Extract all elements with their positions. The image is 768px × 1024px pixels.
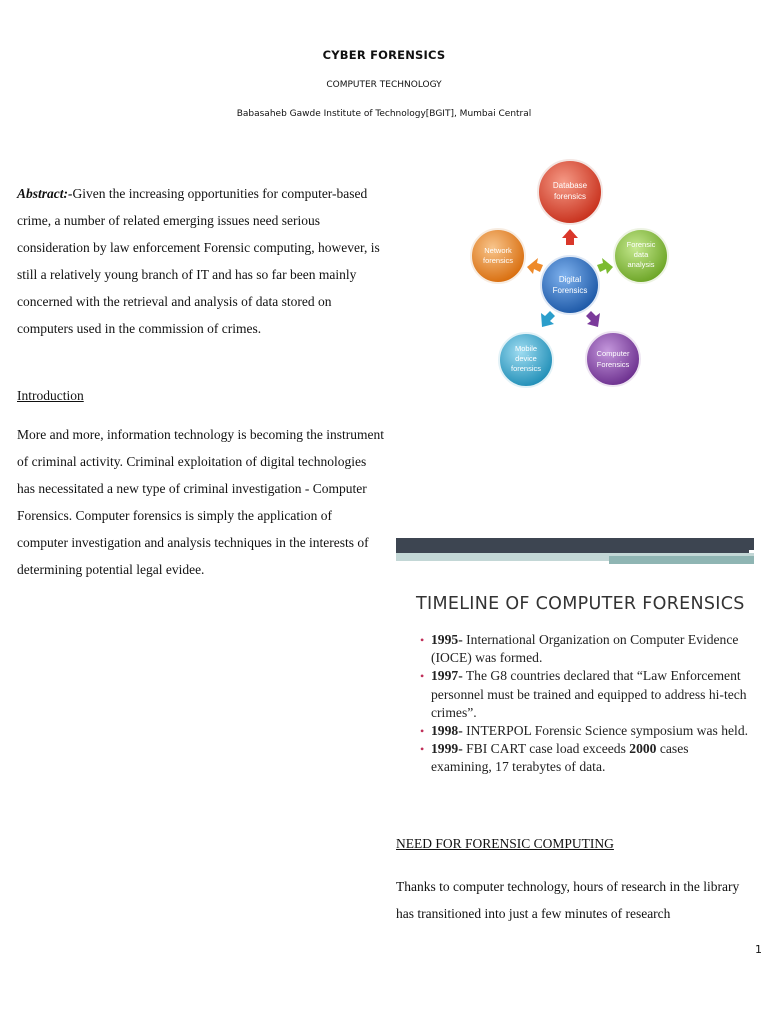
center-node-line1: Digital <box>558 275 582 284</box>
timeline-item-1997 <box>420 667 750 722</box>
abstract-paragraph <box>17 180 385 342</box>
timeline-item-1995 <box>420 631 750 667</box>
document-title: CYBER FORENSICS <box>322 48 446 62</box>
timeline-text: FBI CART case load exceeds <box>462 741 630 757</box>
timeline-text: cases examining, 17 terabytes of data. <box>431 741 689 775</box>
introduction-heading: Introduction <box>17 388 84 403</box>
timeline-year: 1998- <box>431 723 463 739</box>
timeline-list <box>420 631 750 777</box>
slide-banner-dark-end <box>749 538 754 550</box>
timeline-year: 1997- <box>431 668 463 684</box>
timeline-year: 1999- <box>431 741 463 757</box>
abstract-label: Abstract:- <box>17 186 73 201</box>
timeline-text: The G8 countries declared that “Law Enforcement personnel must be trained and equipped to address hi-tech crimes”. <box>431 668 747 720</box>
timeline-text: INTERPOL Forensic Science symposium was held. <box>462 723 749 739</box>
database-node-line2: forensics <box>553 192 587 201</box>
arrow-up-icon <box>562 229 578 245</box>
arrow-down-right-icon <box>586 311 600 327</box>
network-node-line2: forensics <box>482 256 514 265</box>
computer-node-line1: Computer <box>596 349 630 358</box>
slide-banner-teal-accent <box>609 556 754 564</box>
timeline-item-1998 <box>420 722 750 740</box>
center-node-line2: Forensics <box>552 286 588 295</box>
digital-forensics-diagram <box>470 155 670 400</box>
need-paragraph: Thanks to computer technology, hours of research in the library has transitioned into just a few minutes of research <box>396 879 740 921</box>
mobile-node-line2: device <box>515 354 537 363</box>
timeline-bold-number: 2000 <box>629 741 657 757</box>
data-analysis-node-line2: data <box>633 250 649 259</box>
abstract-text: Given the increasing opportunities for computer-based crime, a number of related emerging issues need serious consideration by law enforcement Forensic computing, however, is still a relatively young branch of IT and has so far been mainly concerned with the retrieval and analysis of data stored on computers used in the commission of crimes. <box>17 186 380 336</box>
institute-name: Babasaheb Gawde Institute of Technology[BGIT], Mumbai Central <box>236 109 532 119</box>
document-subtitle: COMPUTER TECHNOLOGY <box>326 80 442 90</box>
computer-node-line2: Forensics <box>596 360 630 369</box>
timeline-title: TIMELINE OF COMPUTER FORENSICS <box>416 594 745 614</box>
mobile-node-line1: Mobile <box>514 344 538 353</box>
arrow-left-icon <box>527 258 543 274</box>
arrow-down-left-icon <box>541 311 555 327</box>
introduction-paragraph: More and more, information technology is becoming the instrument of criminal activity. Criminal exploitation of digital technologies has necessitated a new type of criminal investigation - Computer Forensics. Computer forensics is simply the application of computer investigation and analysis techniques in the interests of determining potential legal evidee. <box>17 427 385 577</box>
need-heading: NEED FOR FORENSIC COMPUTING <box>396 836 614 851</box>
mobile-node-line3: forensics <box>510 364 542 373</box>
arrow-right-icon <box>597 258 613 274</box>
slide-banner-dark <box>396 538 749 553</box>
timeline-item-1999 <box>420 740 750 776</box>
page-number: 1 <box>755 943 762 956</box>
database-node-line1: Database <box>552 181 588 190</box>
network-node-line1: Network <box>484 246 512 255</box>
timeline-year: 1995- <box>431 632 463 647</box>
data-analysis-node-line3: analysis <box>627 260 655 269</box>
timeline-text: International Organization on Computer Evidence (IOCE) was formed. <box>431 632 739 666</box>
data-analysis-node-line1: Forensic <box>626 240 656 249</box>
